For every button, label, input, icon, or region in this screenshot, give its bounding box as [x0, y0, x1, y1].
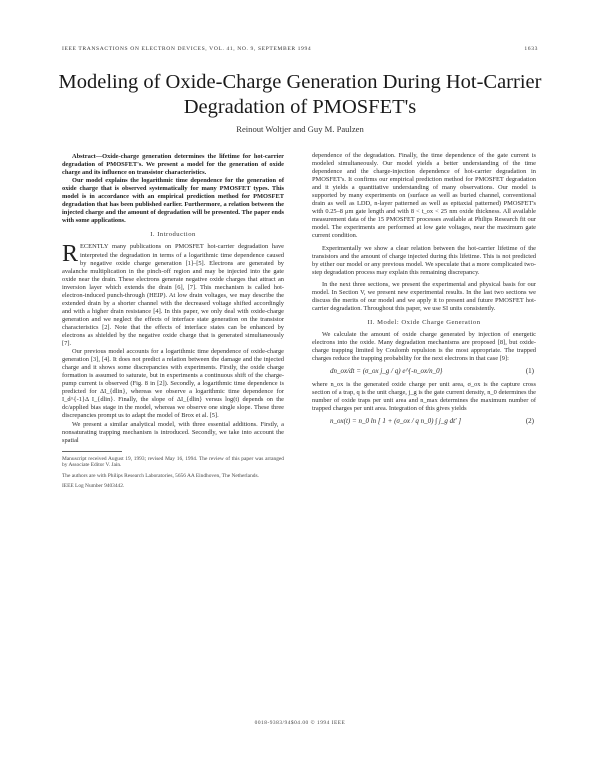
- journal-header: IEEE TRANSACTIONS ON ELECTRON DEVICES, VOL. 41, NO. 9, SEPTEMBER 1994: [62, 46, 312, 52]
- footnote-affiliation: The authors are with Philips Research Laboratories, 5656 AA Eindhoven, The Netherlands.: [62, 472, 259, 479]
- intro-paragraph-2: Our previous model accounts for a logarithmic time dependence of oxide-charge generation [3], [4]. It does not predict a relation between the damage and the injected charge and it shows some discrepancies with experiments. Firstly, the oxide charge formation is assumed to saturate, but in experiments a continuous shift of the charge-pump current is observed (Fig. 8 in [2]). Secondly, a logarithmic time dependence is predicted for ΔI_{dlin}, whereas we observe a logarithmic time dependence for I_d^{-1}Δ I_{dlin}. Finally, the slope of ΔI_{dlin} versus log(t) depends on the dc/applied bias stage in the model, whereas we observe one single slope. These three discrepancies prompt us to adapt the model of Brox et al. [5].: [62, 348, 284, 420]
- right-paragraph-2: Experimentally we show a clear relation between the hot-carrier lifetime of the transistors and the amount of charge injected during this lifetime. This is not predicted by either our model or any previous model. We speculate that a more complicated two-step degradation process may explain this remaining discrepancy.: [312, 244, 536, 276]
- equation-2: [312, 413, 536, 433]
- equation-1-number: (1): [525, 367, 534, 376]
- abstract-paragraph-1: Abstract—Oxide-charge generation determines the lifetime for hot-carrier degradation of PMOSFET's. We present a model for the generation of oxide charge and its influence on transistor characteristics.: [62, 153, 284, 177]
- intro-paragraph-1-text: ECENTLY many publications on PMOSFET hot-carrier degradation have interpreted the degradation in terms of a logarithmic time dependence caused by negative oxide charge generation [1]–[5]. Electrons are generated by avalanche multiplication in the pinch-off region and may be injected into the gate oxide near the drain. These electrons generate negative oxide charges that attract an inversion layer which extends the drain [6], [7]. This mechanism is called hot-electron-induced punch-through (HEIP). At low drain voltages, we may describe the extended drain by a shorter channel with the decreased voltage shifted accordingly and with a higher drain resistance [4]. In this paper, we only deal with oxide-charge generation and we neglect the effects of interface state generation on the transistor characteristics [2]. Note that the effects of interface states can be enhanced by electrons as shielded by the negative oxide charge that is generated simultaneously [7].: [62, 243, 284, 348]
- equation-2-number: (2): [525, 417, 534, 426]
- section-heading-model: II. Model: Oxide Charge Generation: [367, 318, 481, 326]
- footnote-rule: [62, 451, 122, 452]
- right-paragraph-1: dependence of the degradation. Finally, the time dependence of the gate current is modeled simultaneously. Our model yields a better understanding of the time dependence and the charge-injection dependence of hot-carrier degradation in PMOSFET's. It confirms our empirical prediction method for PMOSFET degradation and it yields a quantitative understanding of many observations. Our model is supported by many experiments on (surface as well as buried channel, conventional drain as well as LDD, n-layer patterned as well as epitaxial patterned) PMOSFET's with 0.25–8 μm gate length and with 8 < t_ox < 25 nm oxide thickness. All available measurement data of the 15 PMOSFET processes available at Philips Research fit our model. The experiments are performed at low gate voltages, near the maximum gate current condition.: [312, 152, 536, 240]
- model-paragraph-1: We calculate the amount of oxide charge generated by injection of energetic electrons into the oxide. Many degradation mechanisms are proposed [8], but oxide-charge trapping limited by Coulomb repulsion is the most appropriate. The trapped charges reduce the trapping probability for the next electrons in that case [9]:: [312, 330, 536, 363]
- page-number: 1633: [524, 46, 538, 52]
- equation-1: [312, 363, 536, 381]
- right-column: [312, 152, 536, 433]
- left-column: [62, 153, 284, 490]
- intro-paragraph-3: We present a similar analytical model, with three essential additions. Firstly, a nonsaturating trapping mechanism is introduced. Secondly, we take into account the spatial: [62, 420, 284, 444]
- footnote-log-number: IEEE Log Number 9403442.: [62, 483, 125, 490]
- paper-authors: Reinout Woltjer and Guy M. Paulzen: [236, 124, 364, 134]
- equation-2-body: n_ox(t) = n_0 ln [ 1 + (σ_ox / q n_0) ∫ j_g dt′ ]: [330, 417, 462, 426]
- right-paragraph-3: In the next three sections, we present the experimental and physical basis for our model. In Section V, we present new experimental results. In the last two sections we discuss the merits of our model and we apply it to present and future PMOSFET hot-carrier degradation. Throughout this paper, we use SI units consistently.: [312, 280, 536, 312]
- model-paragraph-2: where n_ox is the generated oxide charge per unit area, σ_ox is the capture cross section of a trap, q is the unit charge, j_g is the gate current density, n_0 determines the number of oxide traps per unit area and n_max determines the maximum number of trapped charges per unit area. Integration of this gives yields: [312, 381, 536, 413]
- footnote-received: Manuscript received August 19, 1993; revised May 16, 1994. The review of this paper was arranged by Associate Editor V. Jain.: [62, 455, 284, 469]
- equation-1-body: dn_ox/dt = (σ_ox j_g / q) e^{-n_ox/n_0}: [330, 367, 443, 376]
- section-heading-introduction: I. Introduction: [150, 231, 196, 239]
- drop-cap: R: [62, 241, 79, 268]
- intro-paragraph-1: [62, 243, 284, 348]
- copyright-footer: 0018-9383/94$04.00 © 1994 IEEE: [254, 720, 346, 726]
- paper-title: Modeling of Oxide-Charge Generation During Hot-Carrier Degradation of PMOSFET's: [58, 71, 542, 118]
- abstract-paragraph-2: Our model explains the logarithmic time dependence for the generation of oxide charge that is observed systematically for many PMOSFET types. This model is in accordance with an empirical prediction method for PMOSFET degradation that has been published earlier. Furthermore, a relation between the injected charge and the amount of degradation will be presented. The paper ends with some applications.: [62, 177, 284, 225]
- running-header: [62, 46, 538, 52]
